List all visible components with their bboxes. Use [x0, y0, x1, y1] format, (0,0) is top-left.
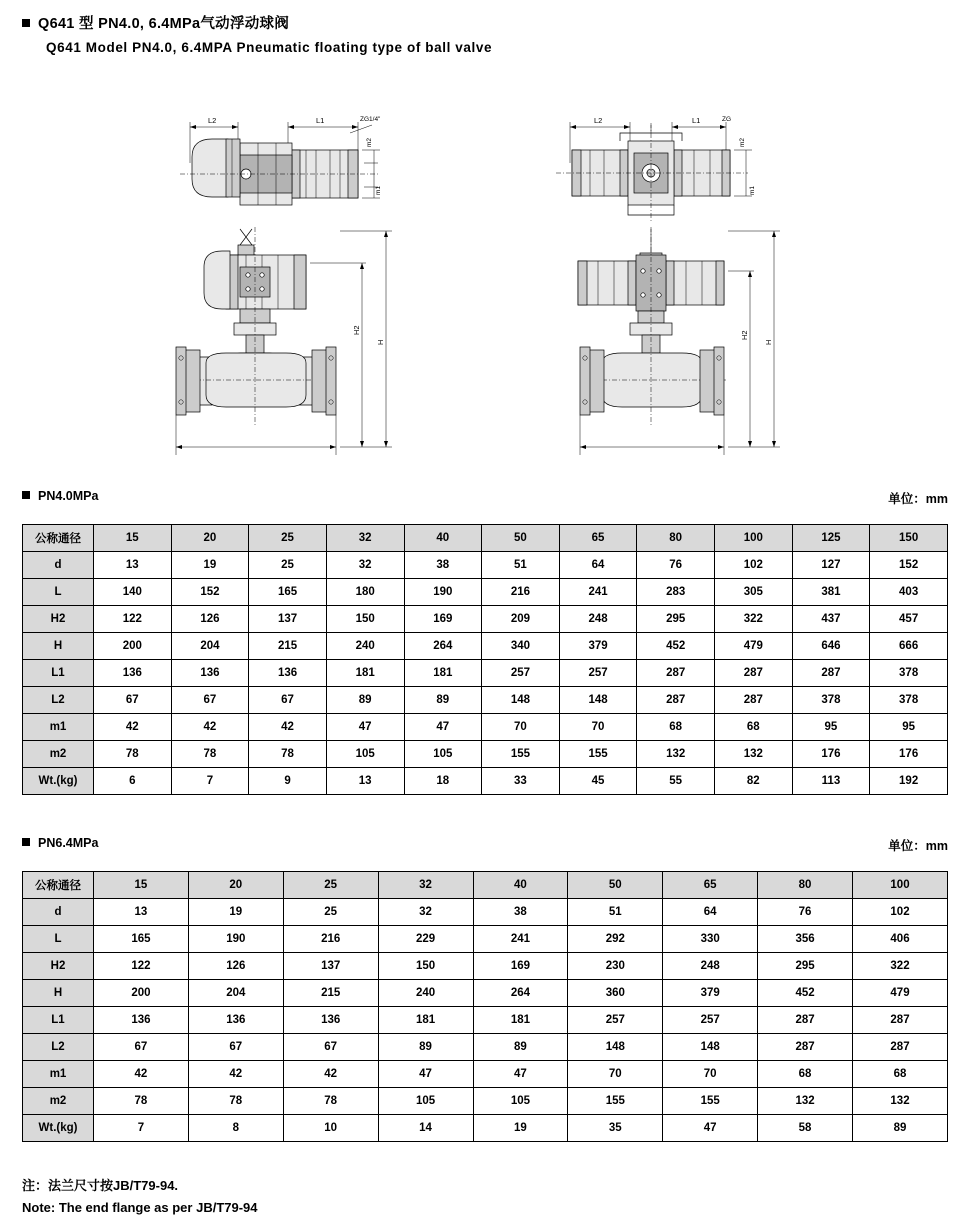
table-cell: 19 [473, 1115, 568, 1142]
table-cell: 122 [94, 953, 189, 980]
table-cell: 152 [870, 552, 948, 579]
table-header-cell: 15 [94, 525, 172, 552]
table-cell: 378 [870, 687, 948, 714]
table-cell: 47 [326, 714, 404, 741]
table-cell: 67 [283, 1034, 378, 1061]
table-header-cell: 80 [758, 872, 853, 899]
table-cell: 381 [792, 579, 870, 606]
table-header-row [23, 872, 948, 899]
table-cell: 13 [94, 899, 189, 926]
table-cell: 136 [188, 1007, 283, 1034]
table-cell: 452 [758, 980, 853, 1007]
table-cell: 148 [482, 687, 560, 714]
table-header-cell: 25 [249, 525, 327, 552]
table-cell: 132 [715, 741, 793, 768]
table-cell: 14 [378, 1115, 473, 1142]
table-cell: 126 [171, 606, 249, 633]
table-cell: 47 [404, 714, 482, 741]
table-cell: 200 [94, 633, 172, 660]
table-cell: 132 [637, 741, 715, 768]
table-cell: 192 [870, 768, 948, 795]
table-cell: 169 [404, 606, 482, 633]
table-cell: 137 [249, 606, 327, 633]
table-row [23, 926, 948, 953]
table-cell: 68 [637, 714, 715, 741]
table-row [23, 552, 948, 579]
table-cell: 47 [378, 1061, 473, 1088]
table-row [23, 1088, 948, 1115]
table-cell: 132 [758, 1088, 853, 1115]
table-cell: 122 [94, 606, 172, 633]
table-cell: 76 [758, 899, 853, 926]
note-cn: 注：法兰尺寸按JB/T79-94. [22, 1178, 179, 1193]
table-cell: 150 [378, 953, 473, 980]
svg-text:L1: L1 [692, 116, 701, 125]
table-cell: 241 [473, 926, 568, 953]
table-cell: 322 [715, 606, 793, 633]
table-row [23, 1034, 948, 1061]
top-right-view [556, 116, 756, 223]
svg-text:H: H [376, 339, 385, 345]
table-cell: 287 [792, 660, 870, 687]
table-cell: 45 [559, 768, 637, 795]
svg-text:L2: L2 [594, 116, 603, 125]
table-cell: 42 [94, 1061, 189, 1088]
table-cell: 248 [559, 606, 637, 633]
table-cell: 55 [637, 768, 715, 795]
table-cell: 68 [715, 714, 793, 741]
table-cell: 257 [568, 1007, 663, 1034]
svg-text:H2: H2 [352, 325, 361, 335]
table-cell: 148 [559, 687, 637, 714]
table-cell: 19 [171, 552, 249, 579]
table-cell: 70 [663, 1061, 758, 1088]
table-cell: 105 [473, 1088, 568, 1115]
table-cell: 165 [249, 579, 327, 606]
table-cell: 406 [853, 926, 948, 953]
table-cell: 42 [171, 714, 249, 741]
table-cell: 360 [568, 980, 663, 1007]
table-header-cell: 100 [853, 872, 948, 899]
note-en: Note: The end flange as per JB/T79-94 [22, 1200, 258, 1215]
table-cell: 230 [568, 953, 663, 980]
table-cell: 200 [94, 980, 189, 1007]
table-cell: 19 [188, 899, 283, 926]
table-cell: 47 [473, 1061, 568, 1088]
table-cell: 240 [326, 633, 404, 660]
table-row [23, 714, 948, 741]
table-header-cell: 15 [94, 872, 189, 899]
table-header-row [23, 525, 948, 552]
table-cell: 95 [792, 714, 870, 741]
table-cell: 42 [94, 714, 172, 741]
table-cell: 47 [663, 1115, 758, 1142]
table-row [23, 1061, 948, 1088]
table-cell: 176 [870, 741, 948, 768]
table-cell: 176 [792, 741, 870, 768]
table-cell: 140 [94, 579, 172, 606]
table-header-cell: 20 [188, 872, 283, 899]
table-cell: 216 [482, 579, 560, 606]
table-cell: 666 [870, 633, 948, 660]
table-cell: 322 [853, 953, 948, 980]
table-cell: 378 [870, 660, 948, 687]
table-cell: 287 [758, 1007, 853, 1034]
table-cell: 257 [559, 660, 637, 687]
unit-label-pn40: 单位：mm [888, 492, 948, 506]
table-cell: 295 [758, 953, 853, 980]
table-cell: 204 [171, 633, 249, 660]
page-title-cn [22, 12, 289, 33]
table-header-cell: 32 [326, 525, 404, 552]
svg-text:m1: m1 [749, 185, 756, 195]
table-cell: 240 [378, 980, 473, 1007]
table-row-label: Wt.(kg) [23, 768, 94, 795]
table-cell: 155 [568, 1088, 663, 1115]
svg-text:ZG1/4": ZG1/4" [360, 116, 381, 123]
table-header-cell: 125 [792, 525, 870, 552]
table-cell: 378 [792, 687, 870, 714]
table-cell: 148 [663, 1034, 758, 1061]
table-cell: 215 [249, 633, 327, 660]
table-cell: 150 [326, 606, 404, 633]
table-cell: 165 [94, 926, 189, 953]
table-cell: 70 [559, 714, 637, 741]
table-cell: 340 [482, 633, 560, 660]
table-cell: 403 [870, 579, 948, 606]
table-cell: 9 [249, 768, 327, 795]
table-cell: 70 [568, 1061, 663, 1088]
table-cell: 78 [188, 1088, 283, 1115]
table-cell: 89 [853, 1115, 948, 1142]
valve-drawings-svg [0, 95, 970, 485]
table-row-label: L [23, 579, 94, 606]
section-label-pn64: PN6.4MPa [38, 836, 99, 850]
table-header-cell: 32 [378, 872, 473, 899]
table-cell: 241 [559, 579, 637, 606]
table-row-label: L1 [23, 660, 94, 687]
table-cell: 295 [637, 606, 715, 633]
table-cell: 113 [792, 768, 870, 795]
table-cell: 287 [715, 687, 793, 714]
table-cell: 264 [473, 980, 568, 1007]
table-cell: 7 [94, 1115, 189, 1142]
table-cell: 78 [249, 741, 327, 768]
table-cell: 33 [482, 768, 560, 795]
front-right-view [578, 227, 780, 455]
table-row-label: H2 [23, 606, 94, 633]
table-cell: 216 [283, 926, 378, 953]
technical-drawing-area [0, 95, 970, 485]
table-cell: 78 [94, 741, 172, 768]
table-cell: 38 [473, 899, 568, 926]
table-cell: 287 [637, 660, 715, 687]
table-header-cell: 50 [482, 525, 560, 552]
table-cell: 67 [249, 687, 327, 714]
table-row [23, 1115, 948, 1142]
table-row [23, 980, 948, 1007]
table-cell: 13 [326, 768, 404, 795]
table-cell: 105 [326, 741, 404, 768]
table-cell: 181 [404, 660, 482, 687]
table-cell: 67 [94, 687, 172, 714]
table-cell: 287 [715, 660, 793, 687]
table-cell: 452 [637, 633, 715, 660]
square-bullet-icon [22, 838, 30, 846]
table-cell: 287 [853, 1034, 948, 1061]
table-cell: 287 [758, 1034, 853, 1061]
page-title-en: Q641 Model PN4.0, 6.4MPA Pneumatic floating type of ball valve [46, 40, 493, 55]
table-row-label: d [23, 552, 94, 579]
table-row-label: d [23, 899, 94, 926]
table-pn40-body [23, 525, 948, 795]
table-cell: 67 [94, 1034, 189, 1061]
table-cell: 95 [870, 714, 948, 741]
table-cell: 7 [171, 768, 249, 795]
table-cell: 42 [249, 714, 327, 741]
section-label-pn40: PN4.0MPa [38, 489, 99, 503]
svg-text:m2: m2 [739, 137, 746, 147]
table-cell: 78 [171, 741, 249, 768]
table-header-cell: 65 [663, 872, 758, 899]
table-cell: 64 [663, 899, 758, 926]
table-cell: 136 [94, 1007, 189, 1034]
table-row-label: m2 [23, 741, 94, 768]
table-cell: 67 [171, 687, 249, 714]
table-header-cell: 65 [559, 525, 637, 552]
square-bullet-icon [22, 491, 30, 499]
table-cell: 379 [559, 633, 637, 660]
svg-text:H2: H2 [740, 330, 749, 340]
table-cell: 8 [188, 1115, 283, 1142]
table-cell: 136 [283, 1007, 378, 1034]
table-cell: 181 [378, 1007, 473, 1034]
svg-text:m2: m2 [366, 137, 373, 147]
table-row [23, 660, 948, 687]
table-cell: 10 [283, 1115, 378, 1142]
table-cell: 32 [378, 899, 473, 926]
table-cell: 68 [758, 1061, 853, 1088]
table-row-label: H [23, 980, 94, 1007]
table-row [23, 633, 948, 660]
table-cell: 132 [853, 1088, 948, 1115]
table-cell: 105 [404, 741, 482, 768]
svg-text:m1: m1 [375, 185, 382, 195]
table-header-cell: 40 [404, 525, 482, 552]
table-cell: 479 [853, 980, 948, 1007]
table-cell: 105 [378, 1088, 473, 1115]
table-cell: 248 [663, 953, 758, 980]
table-row [23, 953, 948, 980]
table-row-label: L [23, 926, 94, 953]
table-cell: 70 [482, 714, 560, 741]
table-cell: 190 [188, 926, 283, 953]
table-header-cell: 50 [568, 872, 663, 899]
table-cell: 229 [378, 926, 473, 953]
table-header-cell: 150 [870, 525, 948, 552]
spec-table-pn40 [22, 524, 948, 795]
section-header-pn40 [22, 489, 948, 507]
section-header-pn64 [22, 836, 948, 854]
table-cell: 67 [188, 1034, 283, 1061]
svg-text:L2: L2 [208, 116, 217, 125]
table-row-label: m2 [23, 1088, 94, 1115]
svg-text:H: H [764, 339, 773, 345]
table-cell: 13 [94, 552, 172, 579]
table-cell: 82 [715, 768, 793, 795]
table-cell: 287 [853, 1007, 948, 1034]
table-row-label: H [23, 633, 94, 660]
svg-text:ZG: ZG [722, 116, 732, 123]
table-cell: 25 [249, 552, 327, 579]
table-header-cell: 100 [715, 525, 793, 552]
unit-label-pn64: 单位：mm [888, 839, 948, 853]
table-cell: 38 [404, 552, 482, 579]
table-cell: 379 [663, 980, 758, 1007]
table-row [23, 741, 948, 768]
table-cell: 76 [637, 552, 715, 579]
table-cell: 257 [663, 1007, 758, 1034]
table-row [23, 768, 948, 795]
table-cell: 89 [404, 687, 482, 714]
table-cell: 78 [283, 1088, 378, 1115]
table-header-cell: 20 [171, 525, 249, 552]
table-cell: 102 [715, 552, 793, 579]
table-cell: 283 [637, 579, 715, 606]
table-cell: 137 [283, 953, 378, 980]
table-cell: 330 [663, 926, 758, 953]
table-cell: 155 [559, 741, 637, 768]
table-cell: 215 [283, 980, 378, 1007]
table-row-label: L2 [23, 687, 94, 714]
table-row [23, 899, 948, 926]
table-row-label: L2 [23, 1034, 94, 1061]
front-left-view [176, 227, 392, 455]
table-cell: 89 [326, 687, 404, 714]
table-header-cell: 25 [283, 872, 378, 899]
table-cell: 89 [378, 1034, 473, 1061]
table-cell: 155 [663, 1088, 758, 1115]
table-cell: 127 [792, 552, 870, 579]
table-row-label: Wt.(kg) [23, 1115, 94, 1142]
svg-text:L1: L1 [316, 116, 325, 125]
table-cell: 190 [404, 579, 482, 606]
table-row [23, 1007, 948, 1034]
table-cell: 204 [188, 980, 283, 1007]
table-cell: 180 [326, 579, 404, 606]
table-header-label: 公称通径 [23, 525, 94, 552]
table-cell: 78 [94, 1088, 189, 1115]
table-row [23, 579, 948, 606]
table-cell: 18 [404, 768, 482, 795]
table-cell: 209 [482, 606, 560, 633]
table-cell: 181 [473, 1007, 568, 1034]
table-cell: 136 [249, 660, 327, 687]
table-cell: 292 [568, 926, 663, 953]
table-row [23, 687, 948, 714]
table-cell: 181 [326, 660, 404, 687]
table-row [23, 606, 948, 633]
table-cell: 646 [792, 633, 870, 660]
spec-table-pn64 [22, 871, 948, 1142]
table-cell: 25 [283, 899, 378, 926]
table-cell: 155 [482, 741, 560, 768]
table-cell: 148 [568, 1034, 663, 1061]
table-cell: 126 [188, 953, 283, 980]
table-header-label: 公称通径 [23, 872, 94, 899]
table-cell: 305 [715, 579, 793, 606]
table-cell: 264 [404, 633, 482, 660]
table-cell: 136 [94, 660, 172, 687]
table-cell: 42 [283, 1061, 378, 1088]
table-pn64-body [23, 872, 948, 1142]
table-cell: 68 [853, 1061, 948, 1088]
table-cell: 51 [482, 552, 560, 579]
table-row-label: H2 [23, 953, 94, 980]
table-cell: 356 [758, 926, 853, 953]
table-cell: 35 [568, 1115, 663, 1142]
table-cell: 437 [792, 606, 870, 633]
table-row-label: m1 [23, 1061, 94, 1088]
top-left-view [180, 116, 382, 205]
table-cell: 89 [473, 1034, 568, 1061]
table-cell: 6 [94, 768, 172, 795]
table-row-label: L1 [23, 1007, 94, 1034]
square-bullet-icon [22, 19, 30, 27]
table-cell: 287 [637, 687, 715, 714]
table-cell: 64 [559, 552, 637, 579]
table-header-cell: 40 [473, 872, 568, 899]
table-cell: 102 [853, 899, 948, 926]
table-header-cell: 80 [637, 525, 715, 552]
table-cell: 257 [482, 660, 560, 687]
table-cell: 42 [188, 1061, 283, 1088]
table-cell: 136 [171, 660, 249, 687]
table-cell: 457 [870, 606, 948, 633]
table-cell: 51 [568, 899, 663, 926]
table-row-label: m1 [23, 714, 94, 741]
table-cell: 32 [326, 552, 404, 579]
table-cell: 58 [758, 1115, 853, 1142]
table-cell: 479 [715, 633, 793, 660]
table-cell: 152 [171, 579, 249, 606]
table-cell: 169 [473, 953, 568, 980]
title-cn-text: Q641 型 PN4.0, 6.4MPa气动浮动球阀 [38, 16, 290, 32]
